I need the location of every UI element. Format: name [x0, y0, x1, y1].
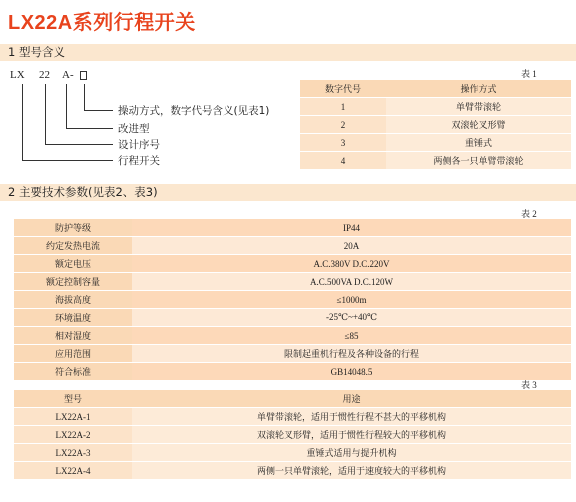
- legend-design-no: 设计序号: [118, 139, 160, 151]
- table3-header: 用途: [132, 390, 571, 408]
- table-row: [14, 408, 571, 426]
- table-cell: LX22A-4: [14, 462, 132, 480]
- table-cell: 相对湿度: [14, 327, 132, 345]
- table-cell: 海拔高度: [14, 291, 132, 309]
- model-placeholder-box: [80, 71, 87, 80]
- table-cell: 应用范围: [14, 345, 132, 363]
- table3-header: 型号: [14, 390, 132, 408]
- table-cell: A.C.500VA D.C.120W: [132, 273, 571, 291]
- page-title: LX22A系列行程开关: [8, 12, 196, 34]
- table-cell: 1: [300, 98, 386, 116]
- table-row: [14, 291, 571, 309]
- table-cell: 3: [300, 134, 386, 152]
- table2-label: 表 2: [521, 209, 537, 219]
- model-part-lx: LX: [10, 69, 25, 81]
- table2: [14, 219, 571, 381]
- table-cell: 防护等级: [14, 219, 132, 237]
- table-cell: 环境温度: [14, 309, 132, 327]
- legend-improved: 改进型: [118, 123, 150, 135]
- table-cell: 重锤式适用与提升机构: [132, 444, 571, 462]
- table-cell: 双滚轮叉形臂，适用于惯性行程较大的平移机构: [132, 426, 571, 444]
- table-cell: 单臂带滚轮: [386, 98, 571, 116]
- table-row: [300, 116, 571, 134]
- table1-header-row: [300, 80, 571, 98]
- table-row: [14, 444, 571, 462]
- table-cell: 两侧各一只单臂带滚轮: [386, 152, 571, 170]
- table-cell: 重锤式: [386, 134, 571, 152]
- table-row: [300, 98, 571, 116]
- model-part-22: 22: [39, 69, 50, 81]
- table-cell: 额定控制容量: [14, 273, 132, 291]
- section-2-heading: 2 主要技术参数(见表2、表3): [0, 184, 576, 201]
- table1: [300, 80, 571, 170]
- table-cell: 限制起重机行程及各种设备的行程: [132, 345, 571, 363]
- table-row: [300, 152, 571, 170]
- table-cell: 双滚轮叉形臂: [386, 116, 571, 134]
- table-cell: LX22A-1: [14, 408, 132, 426]
- section-1-heading: 1 型号含义: [0, 44, 576, 61]
- table-cell: -25℃~+40℃: [132, 309, 571, 327]
- model-part-a: A-: [62, 69, 74, 81]
- table1-header: 数字代号: [300, 80, 386, 98]
- table-row: [14, 345, 571, 363]
- table-row: [14, 327, 571, 345]
- table-cell: 单臂带滚轮，适用于惯性行程不甚大的平移机构: [132, 408, 571, 426]
- table-row: [14, 426, 571, 444]
- table-cell: 2: [300, 116, 386, 134]
- table-cell: IP44: [132, 219, 571, 237]
- table-cell: LX22A-2: [14, 426, 132, 444]
- table-row: [14, 219, 571, 237]
- table-cell: ≤85: [132, 327, 571, 345]
- table-cell: 约定发热电流: [14, 237, 132, 255]
- table-row: [14, 309, 571, 327]
- table3-label: 表 3: [521, 380, 537, 390]
- table-cell: 额定电压: [14, 255, 132, 273]
- table1-header: 操作方式: [386, 80, 571, 98]
- legend-switch: 行程开关: [118, 155, 160, 167]
- table-cell: 4: [300, 152, 386, 170]
- table-row: [14, 255, 571, 273]
- table3-header-row: [14, 390, 571, 408]
- table-cell: LX22A-3: [14, 444, 132, 462]
- table3: [14, 390, 571, 480]
- table-cell: GB14048.5: [132, 363, 571, 381]
- table1-label: 表 1: [521, 69, 537, 79]
- legend-operation: 操动方式，数字代号含义(见表1): [118, 105, 270, 117]
- table-row: [14, 237, 571, 255]
- table-cell: 符合标准: [14, 363, 132, 381]
- table-cell: 两侧一只单臂滚轮，适用于速度较大的平移机构: [132, 462, 571, 480]
- table-row: [300, 134, 571, 152]
- table-cell: 20A: [132, 237, 571, 255]
- table-cell: A.C.380V D.C.220V: [132, 255, 571, 273]
- table-row: [14, 462, 571, 480]
- table-row: [14, 363, 571, 381]
- table-row: [14, 273, 571, 291]
- table-cell: ≤1000m: [132, 291, 571, 309]
